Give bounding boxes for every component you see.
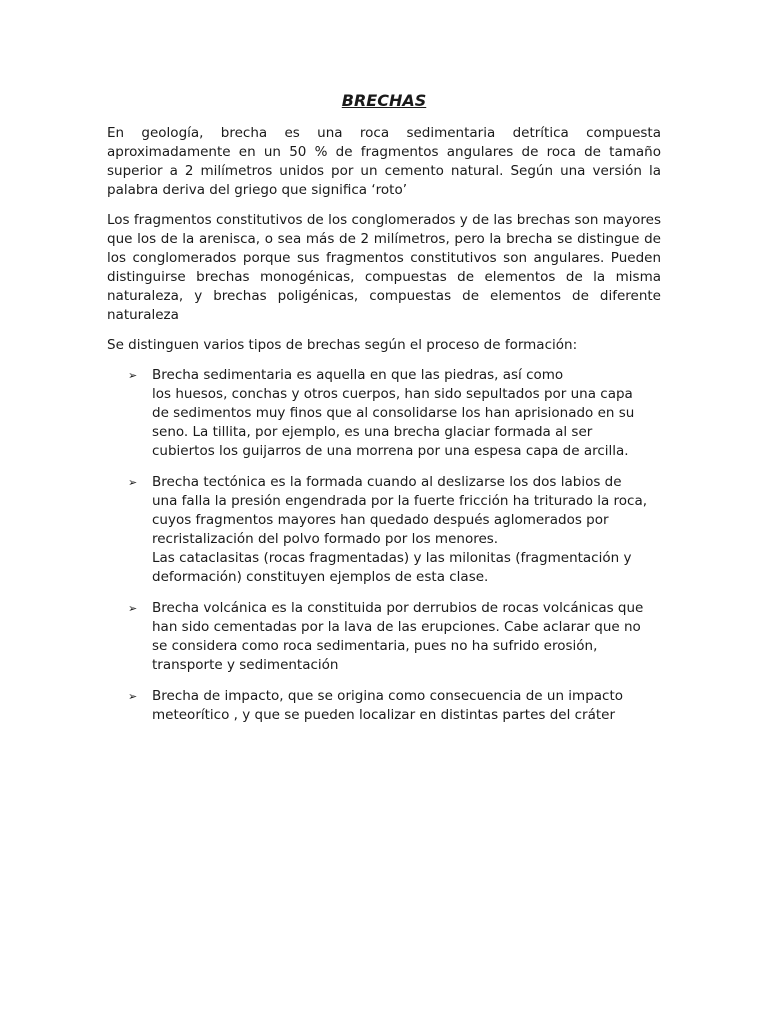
arrow-bullet-icon: ➢	[128, 602, 138, 615]
item-line: cuyos fragmentos mayores han quedado después aglomerados por	[152, 512, 609, 528]
item-line: los huesos, conchas y otros cuerpos, han sido sepultados por una capa	[152, 386, 633, 402]
item-line: Brecha volcánica es la constituida por derrubios de rocas volcánicas que	[152, 600, 644, 616]
list-intro: Se distinguen varios tipos de brechas según el proceso de formación:	[107, 337, 578, 353]
list-item-tectonica	[107, 473, 661, 587]
document-title: BRECHAS	[341, 91, 427, 110]
paragraph-fragments: Los fragmentos constitutivos de los conglomerados y de las brechas son mayores que los de la arenisca, o sea más de 2 milímetros, pero la brecha se distingue de los conglomerados porque sus fragmentos constitutivos son angulares. Pueden distinguirse brechas monogénicas, compuestas de elementos de la misma naturaleza, y brechas poligénicas, compuestas de elementos de diferente naturaleza	[107, 212, 661, 323]
breccia-types-list	[107, 366, 661, 725]
item-line: han sido cementadas por la lava de las erupciones. Cabe aclarar que no	[152, 619, 641, 635]
list-item-sedimentaria	[107, 366, 661, 461]
item-line: cubiertos los guijarros de una morrena por una espesa capa de arcilla.	[152, 443, 629, 459]
item-line: Brecha sedimentaria es aquella en que las piedras, así como	[152, 367, 564, 383]
item-line: recristalización del polvo formado por los menores.	[152, 531, 499, 547]
item-line: Brecha tectónica es la formada cuando al deslizarse los dos labios de	[152, 474, 622, 490]
item-line: Las cataclasitas (rocas fragmentadas) y las milonitas (fragmentación y	[152, 550, 632, 566]
item-line: se considera como roca sedimentaria, pues no ha sufrido erosión,	[152, 638, 598, 654]
list-item-volcanica	[107, 599, 661, 675]
item-line: transporte y sedimentación	[152, 657, 339, 673]
item-line: deformación) constituyen ejemplos de esta clase.	[152, 569, 489, 585]
item-line: Brecha de impacto, que se origina como consecuencia de un impacto	[152, 688, 624, 704]
item-line: seno. La tillita, por ejemplo, es una brecha glaciar formada al ser	[152, 424, 593, 440]
item-line: una falla la presión engendrada por la fuerte fricción ha triturado la roca,	[152, 493, 648, 509]
paragraph-definition: En geología, brecha es una roca sedimentaria detrítica compuesta aproximadamente en un 50 % de fragmentos angulares de roca de tamaño superior a 2 milímetros unidos por un cemento natural. Según una versión la palabra deriva del griego que significa ‘roto’	[107, 125, 661, 198]
arrow-bullet-icon: ➢	[128, 369, 138, 382]
item-line: de sedimentos muy finos que al consolidarse los han aprisionado en su	[152, 405, 635, 421]
arrow-bullet-icon: ➢	[128, 690, 138, 703]
document-page	[107, 90, 661, 737]
item-line: meteorítico , y que se pueden localizar en distintas partes del cráter	[152, 707, 616, 723]
list-item-impacto	[107, 687, 661, 725]
arrow-bullet-icon: ➢	[128, 476, 138, 489]
